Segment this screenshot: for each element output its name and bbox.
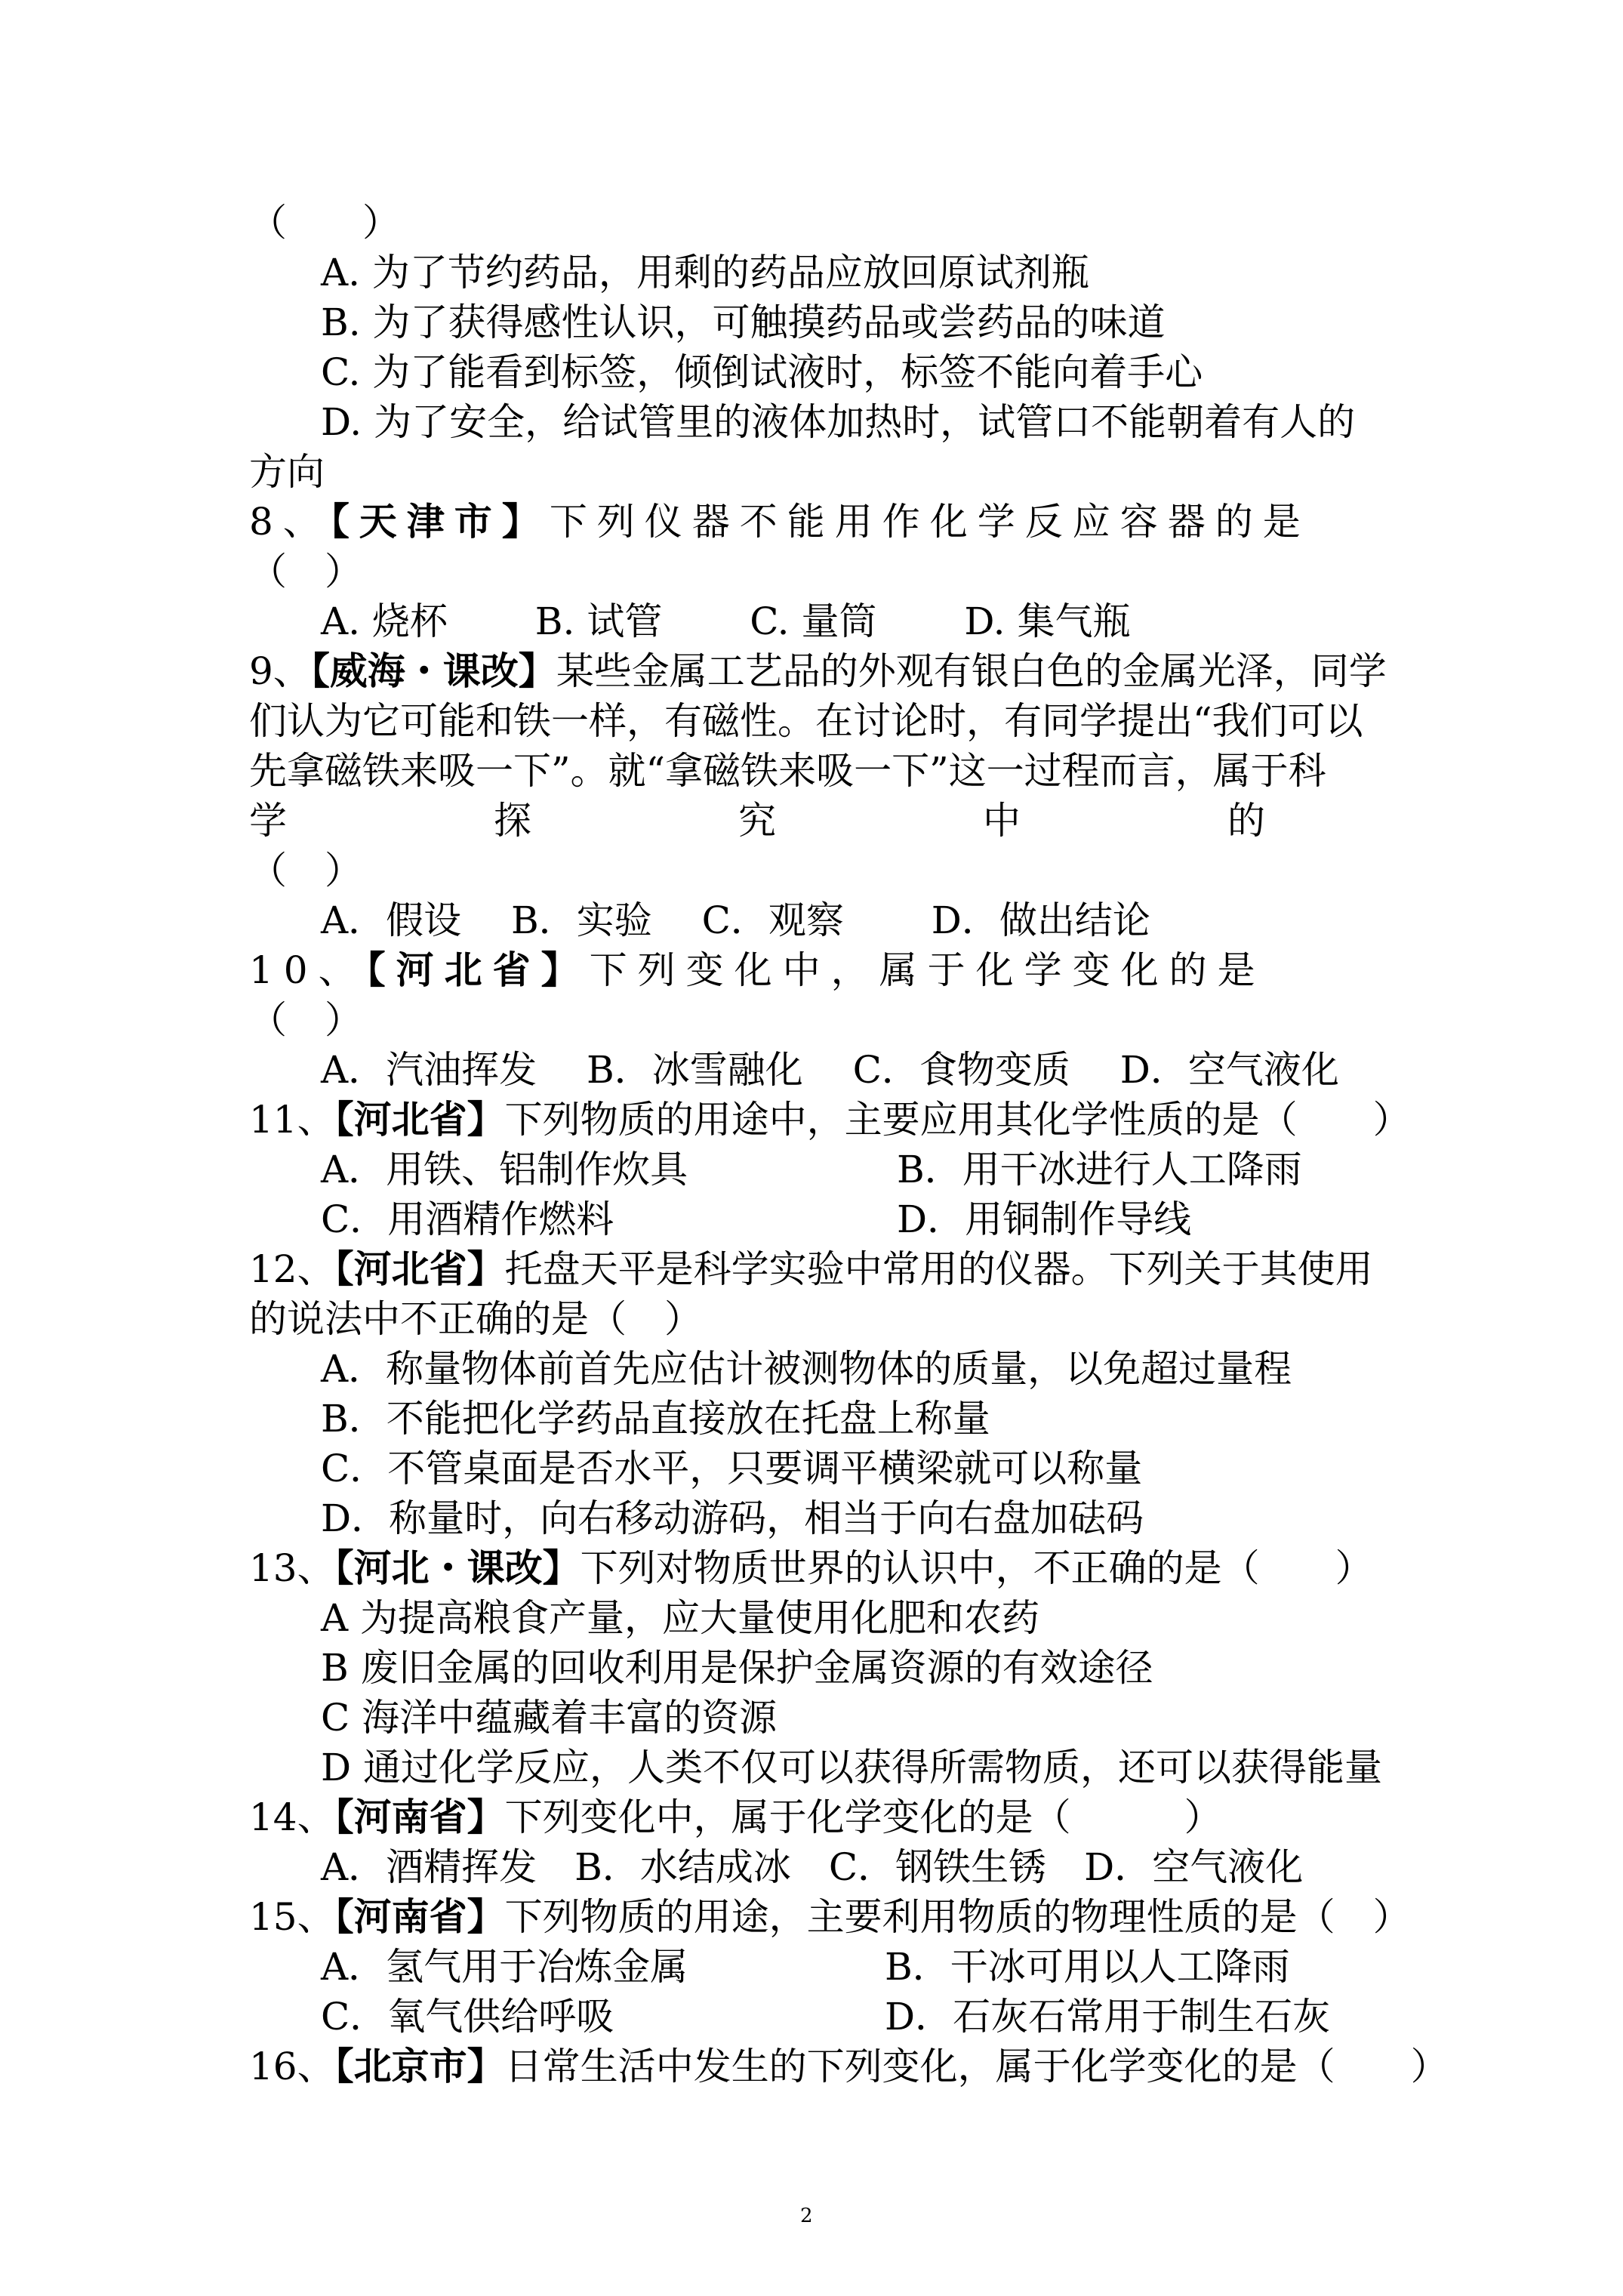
options: A．假设 B．实验 C．观察 D．做出结论: [321, 898, 1150, 942]
option: C．用酒精作燃料: [321, 1197, 614, 1241]
q9-line: 们认为它可能和铁一样，有磁性。在讨论时，有同学提出“我们可以: [249, 699, 1363, 743]
q11: 11、【河北省】下列物质的用途中，主要应用其化学性质的是（ ）: [249, 1097, 1411, 1142]
option: D. 为了安全，给试管里的液体加热时，试管口不能朝着有人的: [321, 400, 1356, 444]
q9: 9、【威海・课改】某些金属工艺品的外观有银白色的金属光泽，同学: [249, 649, 1387, 693]
q13: 13、【河北・课改】下列对物质世界的认识中，不正确的是（ ）: [249, 1546, 1373, 1590]
paren: （ ）: [249, 849, 362, 892]
option: C．不管桌面是否水平，只要调平横梁就可以称量: [321, 1447, 1143, 1490]
q14: 14、【河南省】下列变化中，属于化学变化的是（ ）: [249, 1795, 1222, 1839]
q9-line: 学 探 究 中 的: [249, 799, 1268, 843]
option: A．称量物体前首先应估计被测物体的质量，以免超过量程: [321, 1347, 1292, 1391]
options: A．酒精挥发 B．水结成冰 C．钢铁生锈 D．空气液化: [321, 1845, 1304, 1889]
paren: （ ）: [249, 998, 362, 1042]
option: D．石灰石常用于制生石灰: [885, 1995, 1331, 2039]
option: A．用铁、铝制作炊具: [321, 1148, 688, 1191]
option: D 通过化学反应，人类不仅可以获得所需物质，还可以获得能量: [321, 1746, 1382, 1789]
q15: 15、【河南省】下列物质的用途，主要利用物质的物理性质的是（ ）: [249, 1894, 1411, 1939]
q12-line: 的说法中不正确的是（ ）: [249, 1297, 702, 1341]
option: B. 为了获得感性认识，可触摸药品或尝药品的味道: [321, 300, 1166, 344]
option: D．称量时，向右移动游码，相当于向右盘加砝码: [321, 1496, 1144, 1540]
q8: 8、【天津市】下列仪器不能用作化学反应容器的是: [249, 499, 1310, 544]
option: B．干冰可用以人工降雨: [885, 1945, 1290, 1989]
option: A. 为了节约药品，用剩的药品应放回原试剂瓶: [321, 251, 1089, 294]
option: B．不能把化学药品直接放在托盘上称量: [321, 1397, 990, 1441]
options: A. 烧杯 B. 试管 C. 量筒 D. 集气瓶: [321, 599, 1131, 643]
paren: （ ）: [249, 550, 362, 593]
option-cont: 方向: [249, 450, 325, 494]
option: C 海洋中蕴藏着丰富的资源: [321, 1696, 778, 1740]
option: C. 为了能看到标签，倾倒试液时，标签不能向着手心: [321, 350, 1203, 394]
option: B．用干冰进行人工降雨: [897, 1148, 1302, 1191]
option: A 为提高粮食产量，应大量使用化肥和农药: [321, 1596, 1040, 1640]
option: A．氢气用于冶炼金属: [321, 1945, 688, 1989]
q12: 12、【河北省】托盘天平是科学实验中常用的仪器。下列关于其使用: [249, 1247, 1373, 1291]
page-number: 2: [800, 2205, 813, 2227]
option: B 废旧金属的回收利用是保护金属资源的有效途径: [321, 1646, 1153, 1690]
paren: （ ）: [249, 201, 400, 245]
q9-line: 先拿磁铁来吸一下”。就“拿磁铁来吸一下”这一过程而言，属于科: [249, 749, 1326, 793]
q10: 10、【河北省】下列变化中，属于化学变化的是: [249, 948, 1266, 992]
options: A．汽油挥发 B．冰雪融化 C．食物变质 D．空气液化: [321, 1048, 1339, 1092]
q16: 16、【北京市】日常生活中发生的下列变化，属于化学变化的是（ ）: [249, 2044, 1449, 2088]
option: D．用铜制作导线: [897, 1197, 1192, 1241]
option: C．氧气供给呼吸: [321, 1995, 614, 2039]
